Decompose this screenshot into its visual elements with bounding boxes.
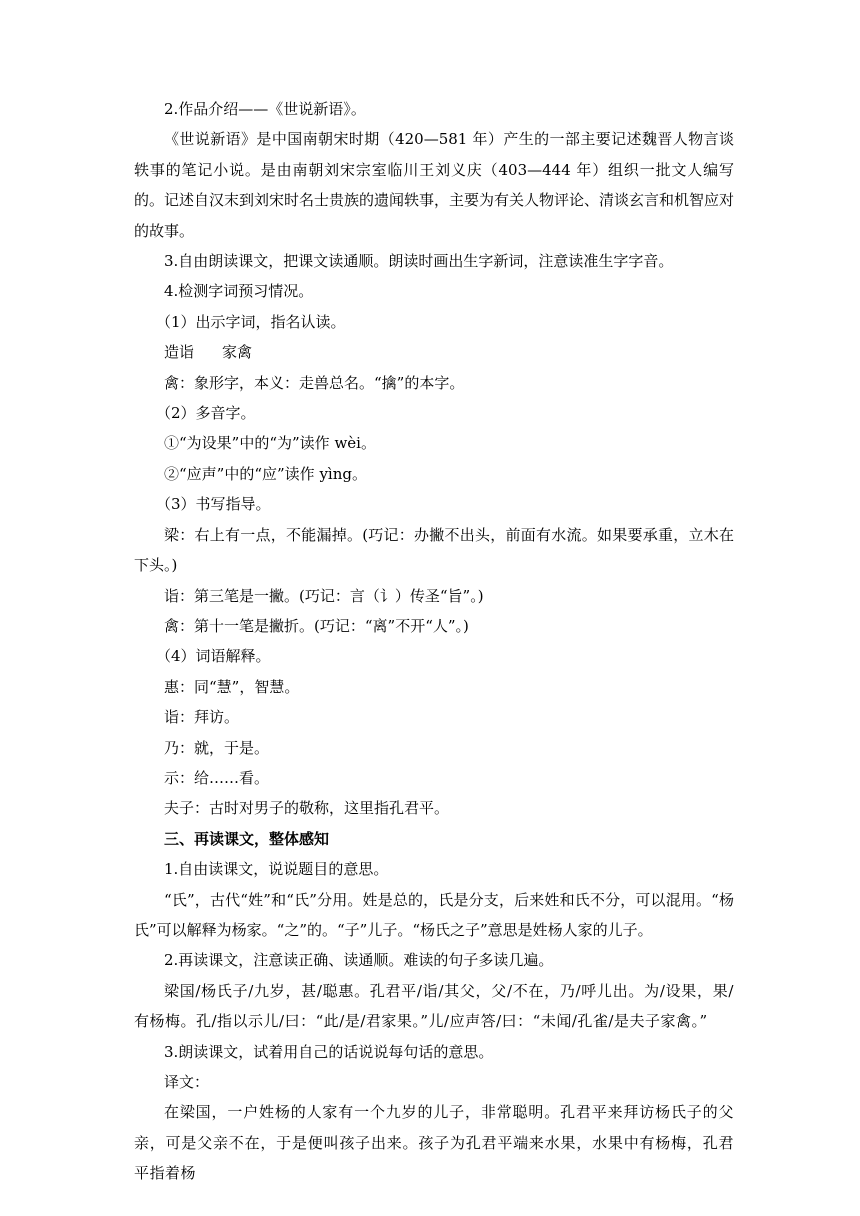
word-zaoyi: 造诣 bbox=[164, 343, 195, 362]
vocab-nai: 乃：就，于是。 bbox=[164, 738, 270, 757]
step-reread: 2.再读课文，注意读正确、读通顺。难读的句子多读几遍。 bbox=[164, 951, 554, 970]
note-qin: 禽：象形字，本义：走兽总名。“擒”的本字。 bbox=[164, 373, 465, 392]
paragraph-translation: 在梁国，一户姓杨的人家有一个九岁的儿子，非常聪明。孔君平来拜访杨氏子的父亲，可是父亲不在，于是便叫孩子出来。孩子为孔君平端来水果，水果中有杨梅，孔君平指着杨 bbox=[134, 1103, 734, 1183]
section-heading-reread: 三、再读课文，整体感知 bbox=[164, 829, 330, 848]
vocab-shi: 示：给……看。 bbox=[164, 768, 270, 787]
word-list bbox=[134, 337, 734, 367]
writing-liang: 梁：右上有一点，不能漏掉。(巧记：办撇不出头，前面有水流。如果要承重，立木在下头。) bbox=[134, 525, 734, 575]
word-jiaqin: 家禽 bbox=[222, 343, 253, 362]
translation-label: 译文： bbox=[164, 1073, 210, 1091]
step-check-preview: 4.检测字词预习情况。 bbox=[164, 282, 314, 301]
sub-step-vocab: （4）词语解释。 bbox=[156, 647, 271, 666]
paragraph-text-pauses: 梁国/杨氏子/九岁，甚/聪惠。孔君平/诣/其父，父/不在，乃/呼儿出。为/设果，果/有杨梅。孔/指以示儿/曰：“此/是/君家果。”儿/应声答/曰：“未闻/孔雀/是夫子家禽。” bbox=[134, 981, 734, 1031]
vocab-hui: 惠：同“慧”，智慧。 bbox=[164, 677, 300, 696]
vocab-yi: 诣：拜访。 bbox=[164, 708, 240, 727]
step-explain-sentences: 3.朗读课文，试着用自己的话说说每句话的意思。 bbox=[164, 1042, 494, 1061]
sub-step-polyphones: （2）多音字。 bbox=[156, 404, 256, 423]
polyphone-wei: ①“为设果”中的“为”读作 wèi。 bbox=[164, 434, 376, 453]
sub-step-writing: （3）书写指导。 bbox=[156, 495, 271, 514]
step-title-meaning: 1.自由读课文，说说题目的意思。 bbox=[164, 860, 389, 879]
vocab-fuzi: 夫子：古时对男子的敬称，这里指孔君平。 bbox=[164, 799, 450, 818]
paragraph-work-intro: 《世说新语》是中国南朝宋时期（420—581 年）产生的一部主要记述魏晋人物言谈轶事的笔记小说。是由南朝刘宋宗室临川王刘义庆（403—444 年）组织一批文人编写的。记述自汉末到刘宋时名士贵族的遗闻轶事，主要为有关人物评论、清谈玄言和机智应对的故事。 bbox=[134, 130, 735, 240]
section-heading-work-intro: 2.作品介绍——《世说新语》。 bbox=[164, 100, 366, 118]
document-body bbox=[134, 94, 734, 1189]
writing-qin: 禽：第十一笔是撇折。(巧记：“离”不开“人”。) bbox=[164, 616, 469, 635]
step-read-aloud: 3.自由朗读课文，把课文读通顺。朗读时画出生字新词，注意读准生字字音。 bbox=[164, 252, 674, 271]
polyphone-ying: ②“应声”中的“应”读作 yìng。 bbox=[164, 464, 367, 483]
sub-step-show-words: （1）出示字词，指名认读。 bbox=[156, 312, 346, 331]
writing-yi: 诣：第三笔是一撇。(巧记：言（讠）传圣“旨”。) bbox=[164, 586, 484, 605]
paragraph-title-meaning: “氏”，古代“姓”和“氏”分用。姓是总的，氏是分支，后来姓和氏不分，可以混用。“杨氏”可以解释为杨家。“之”的。“子”儿子。“杨氏之子”意思是姓杨人家的儿子。 bbox=[134, 890, 734, 939]
